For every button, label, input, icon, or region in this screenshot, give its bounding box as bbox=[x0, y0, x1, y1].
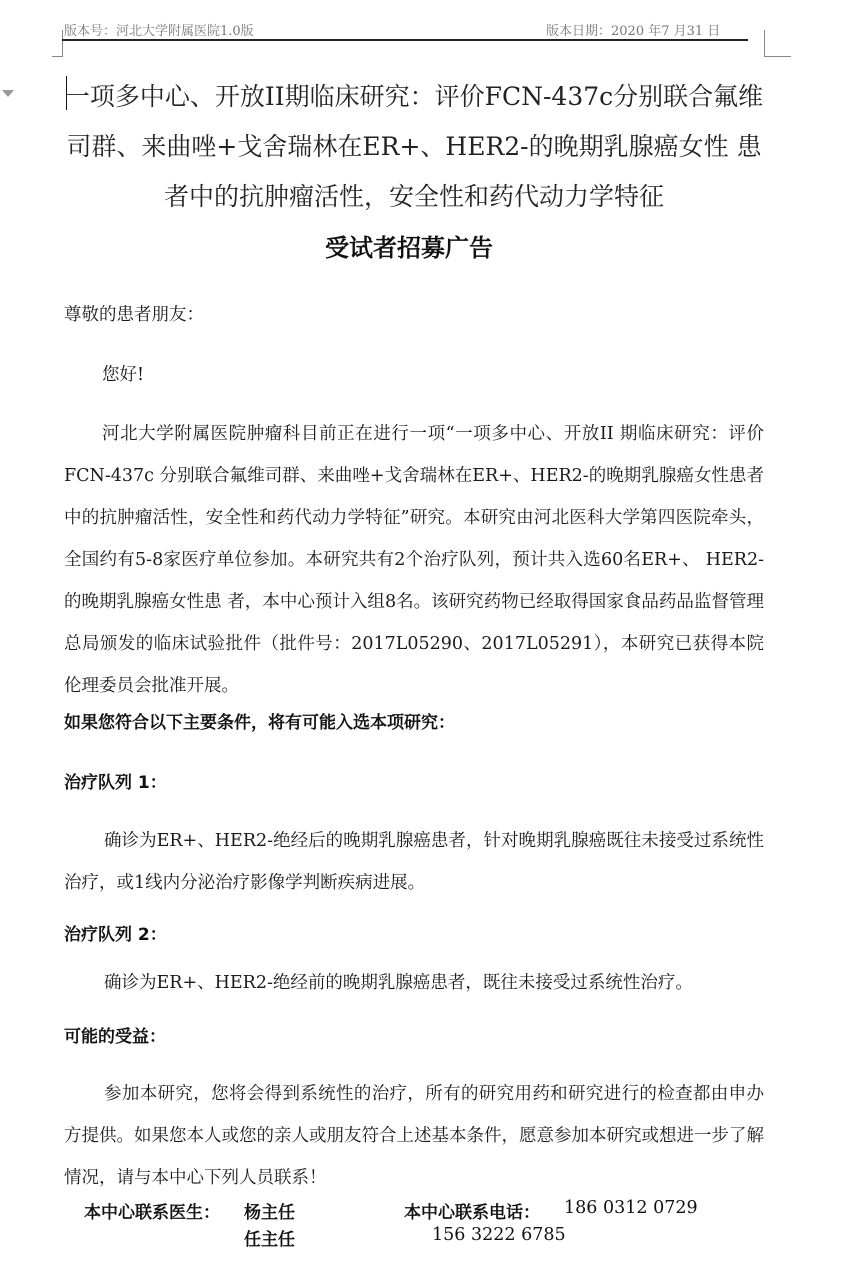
hello[interactable]: 您好! bbox=[102, 365, 145, 385]
page-corner-mark-left bbox=[52, 30, 63, 57]
contact-doctor-2: 任主任 bbox=[244, 1230, 295, 1250]
contact-phone-2: 156 3222 6785 bbox=[432, 1225, 566, 1245]
contact-doctor-1: 杨主任 bbox=[244, 1203, 295, 1223]
header-date: 版本日期：2020 年7 月31 日 bbox=[546, 24, 721, 39]
benefits-text[interactable]: 参加本研究，您将会得到系统性的治疗，所有的研究用药和研究进行的检查都由申办方提供。如果您本人或您的亲人或朋友符合上述基本条件，愿意参加本研究或想进一步了解情况，请与本中心下列人员联系！ bbox=[64, 1084, 764, 1188]
contact-doctor-label: 本中心联系医生： bbox=[84, 1203, 220, 1223]
document-subtitle[interactable]: 受试者招募广告 bbox=[325, 234, 493, 262]
header-version: 版本号：河北大学附属医院1.0版 bbox=[64, 24, 254, 39]
contact-phone-1: 186 0312 0729 bbox=[564, 1198, 698, 1218]
cohort1-heading[interactable]: 治疗队列 1： bbox=[64, 773, 167, 793]
cohort1-text[interactable]: 确诊为ER+、HER2-绝经后的晚期乳腺癌患者，针对晚期乳腺癌既往未接受过系统性治疗，或1线内分泌治疗影像学判断疾病进展。 bbox=[64, 831, 764, 893]
intro-paragraph[interactable]: 河北大学附属医院肿瘤科目前正在进行一项“一项多中心、开放II 期临床研究：评价FCN-437c 分别联合氟维司群、来曲唑+戈舍瑞林在ER+、HER2-的晚期乳腺癌女性患者中的抗肿瘤活性，安全性和药代动力学特征”研究。本研究由河北医科大学第四医院牵头，全国约有5-8家医疗单位参加。本研究共有2个治疗队列，预计共入选60名ER+、 HER2-的晚期乳腺癌女性患 者，本中心预计入组8名。该研究药物已经取得国家食品药品监督管理总局颁发的临床试验批件（批件号：2017L05290、2017L05291），本研究已获得本院伦理委员会批准开展。 bbox=[64, 424, 764, 696]
page-corner-mark-right bbox=[764, 30, 791, 57]
contact-phone-label: 本中心联系电话： bbox=[404, 1203, 540, 1223]
header-rule bbox=[62, 39, 748, 41]
document-title[interactable]: 一项多中心、开放II期临床研究：评价FCN-437c分别联合氟维司群、来曲唑+戈舍瑞林在ER+、HER2-的晚期乳腺癌女性 患者中的抗肿瘤活性，安全性和药代动力学特征 bbox=[64, 82, 764, 211]
conditions-heading[interactable]: 如果您符合以下主要条件，将有可能入选本项研究： bbox=[64, 713, 455, 733]
greeting[interactable]: 尊敬的患者朋友： bbox=[64, 305, 204, 325]
cohort2-text[interactable]: 确诊为ER+、HER2-绝经前的晚期乳腺癌患者，既往未接受过系统性治疗。 bbox=[104, 973, 693, 993]
collapse-arrow-icon[interactable] bbox=[2, 90, 14, 97]
cohort2-heading[interactable]: 治疗队列 2： bbox=[64, 925, 167, 945]
benefits-heading[interactable]: 可能的受益： bbox=[64, 1027, 166, 1047]
